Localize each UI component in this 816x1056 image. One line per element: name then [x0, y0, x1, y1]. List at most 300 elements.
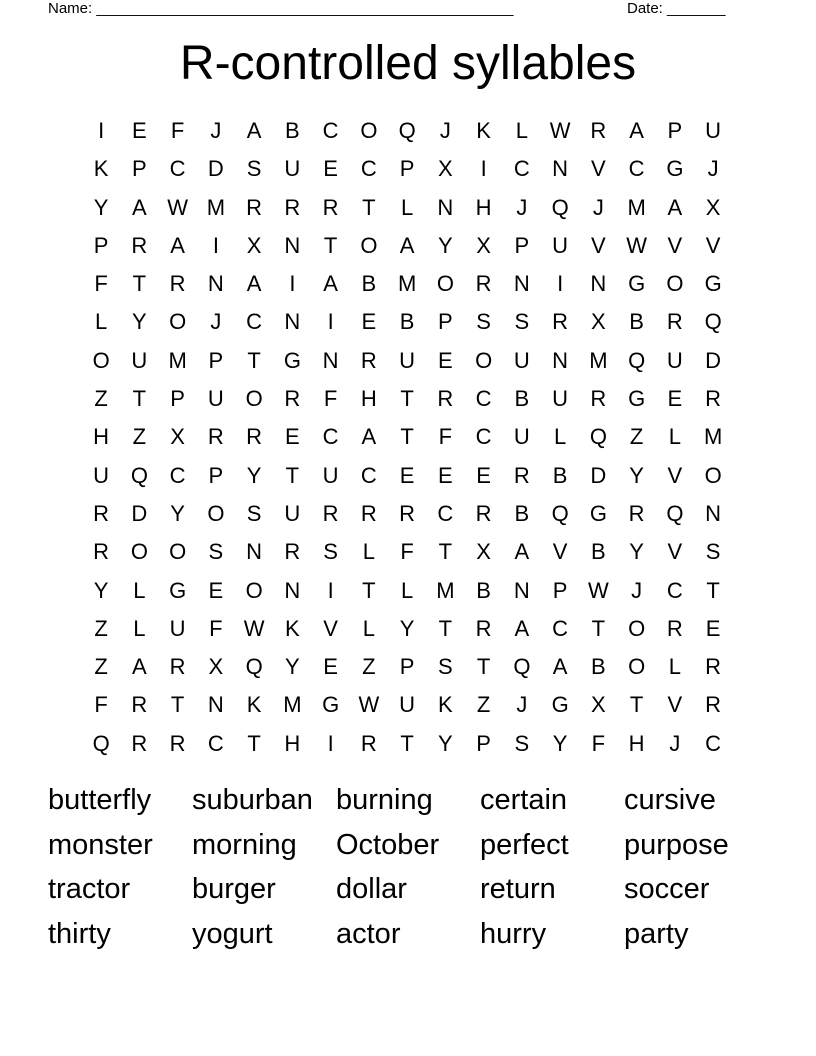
grid-letter: O [207, 500, 225, 526]
grid-letter: P [667, 118, 683, 143]
grid-letter: T [170, 692, 185, 718]
grid-letter: O [245, 577, 263, 603]
grid-letter: T [132, 386, 147, 412]
grid-letter: T [476, 654, 491, 680]
grid-letter: R [93, 500, 110, 526]
grid-letter: Q [551, 500, 569, 526]
grid-letter: S [246, 156, 262, 182]
grid-letter: S [705, 539, 721, 565]
grid-letter: S [323, 539, 338, 565]
grid-letter: C [322, 424, 339, 450]
grid-letter: G [551, 692, 569, 718]
grid-letter: J [439, 118, 451, 143]
grid-letter: A [170, 232, 185, 258]
grid-letter: T [629, 692, 644, 718]
grid-letter: L [668, 654, 681, 680]
grid-letter: N [246, 539, 263, 565]
grid-letter: E [208, 577, 224, 603]
grid-letter: O [666, 271, 684, 297]
grid-letter: A [552, 654, 568, 680]
grid-letter: R [705, 386, 722, 412]
word-list-item: actor [336, 918, 401, 951]
grid-letter: Z [476, 692, 491, 718]
grid-letter: Q [666, 500, 684, 526]
grid-letter: N [284, 232, 301, 258]
grid-letter: B [285, 118, 300, 143]
grid-letter: M [397, 271, 417, 297]
grid-letter: R [399, 500, 416, 526]
grid-letter: Y [438, 232, 453, 258]
grid-letter: I [557, 271, 564, 297]
grid-letter: Y [629, 539, 644, 565]
grid-letter: Z [94, 654, 108, 680]
grid-letter: Z [94, 615, 108, 641]
grid-letter: R [552, 309, 569, 335]
grid-letter: T [362, 577, 376, 603]
grid-letter: J [707, 156, 719, 182]
grid-letter: P [208, 462, 224, 488]
grid-letter: T [706, 577, 720, 603]
grid-letter: H [360, 386, 377, 412]
grid-letter: W [549, 118, 571, 143]
grid-letter: I [480, 156, 487, 182]
grid-letter: U [399, 347, 416, 373]
grid-letter: Y [629, 462, 644, 488]
grid-letter: G [704, 271, 722, 297]
grid-letter: O [628, 654, 646, 680]
grid-letter: M [436, 577, 455, 603]
grid-letter: T [247, 730, 261, 756]
grid-letter: E [705, 615, 721, 641]
grid-letter: I [327, 730, 334, 756]
grid-letter: N [513, 271, 530, 297]
grid-letter: Y [132, 309, 147, 335]
grid-letter: S [514, 730, 530, 756]
grid-letter: P [170, 386, 185, 412]
grid-letter: R [628, 500, 645, 526]
grid-letter: W [626, 232, 647, 258]
grid-letter: P [399, 654, 415, 680]
grid-letter: M [168, 347, 187, 373]
grid-letter: T [400, 386, 414, 412]
grid-letter: N [437, 194, 454, 220]
grid-letter: E [323, 654, 338, 680]
grid-letter: N [513, 577, 530, 603]
grid-letter: G [628, 386, 646, 412]
grid-letter: Z [362, 654, 376, 680]
page-title: R-controlled syllables [179, 37, 637, 90]
grid-letter: B [476, 577, 491, 603]
word-list-item: suburban [192, 784, 313, 816]
grid-letter: R [207, 424, 224, 450]
grid-letter: X [476, 232, 491, 258]
grid-letter: I [327, 309, 334, 335]
grid-letter: O [704, 462, 722, 488]
grid-letter: L [362, 539, 375, 565]
grid-letter: M [627, 194, 646, 220]
grid-letter: X [591, 692, 606, 718]
grid-letter: Y [438, 730, 453, 756]
grid-letter: N [284, 309, 301, 335]
grid-letter: E [438, 462, 453, 488]
grid-letter: Q [513, 654, 531, 680]
grid-letter: E [323, 156, 338, 182]
grid-letter: R [131, 730, 148, 756]
grid-letter: R [93, 539, 110, 565]
word-list-item: burger [192, 873, 276, 906]
grid-letter: J [210, 309, 222, 335]
grid-letter: A [132, 194, 147, 220]
grid-letter: T [323, 232, 338, 258]
grid-letter: U [552, 232, 569, 258]
grid-letter: L [133, 577, 146, 603]
grid-letter: K [476, 118, 491, 143]
grid-letter: Y [170, 500, 185, 526]
grid-letter: B [514, 386, 530, 412]
grid-letter: T [285, 462, 300, 488]
grid-letter: I [289, 271, 296, 297]
grid-letter: Y [246, 462, 262, 488]
grid-letter: U [399, 692, 416, 718]
grid-letter: C [628, 156, 645, 182]
grid-letter: Z [629, 424, 644, 450]
grid-letter: G [628, 271, 646, 297]
grid-letter: I [212, 232, 219, 258]
grid-letter: O [360, 118, 378, 143]
grid-letter: T [400, 424, 414, 450]
grid-letter: R [475, 500, 492, 526]
grid-letter: D [705, 347, 722, 373]
grid-letter: C [360, 462, 377, 488]
grid-letter: N [705, 500, 722, 526]
word-list-item: purpose [624, 828, 729, 861]
word-list-item: perfect [480, 828, 569, 861]
grid-letter: D [131, 500, 148, 526]
grid-letter: V [323, 615, 338, 641]
grid-letter: T [438, 615, 453, 641]
grid-letter: N [207, 271, 224, 297]
grid-letter: C [360, 156, 377, 182]
grid-letter: O [360, 232, 378, 258]
grid-letter: V [591, 232, 606, 258]
grid-letter: V [552, 539, 568, 565]
grid-letter: Y [93, 194, 109, 220]
grid-letter: J [592, 194, 604, 220]
word-list-item: certain [480, 784, 568, 816]
grid-letter: W [587, 577, 609, 603]
grid-letter: X [208, 654, 224, 680]
grid-letter: Q [628, 347, 646, 373]
word-list [48, 778, 768, 957]
grid-letter: R [322, 194, 339, 220]
grid-letter: L [362, 615, 375, 641]
grid-letter: U [169, 615, 186, 641]
grid-letter: C [169, 156, 186, 182]
word-list-item: cursive [624, 784, 716, 816]
grid-letter: Y [93, 577, 109, 603]
grid-letter: R [284, 194, 301, 220]
grid-letter: X [591, 309, 606, 335]
grid-letter: M [703, 424, 723, 450]
grid-letter: R [475, 271, 492, 297]
grid-letter: N [284, 577, 301, 603]
grid-letter: U [513, 424, 530, 450]
grid-letter: B [591, 539, 606, 565]
grid-letter: G [322, 692, 340, 718]
grid-letter: Q [589, 424, 607, 450]
grid-letter: R [246, 424, 263, 450]
grid-letter: I [98, 118, 105, 143]
grid-letter: P [438, 309, 453, 335]
word-list-item: thirty [48, 918, 111, 951]
grid-letter: F [94, 692, 108, 718]
grid-letter: L [95, 309, 108, 335]
word-search-grid [82, 112, 732, 763]
grid-letter: M [206, 194, 226, 220]
grid-letter: S [438, 654, 453, 680]
grid-letter: P [476, 730, 491, 756]
grid-letter: Q [704, 309, 722, 335]
grid-letter: T [591, 615, 606, 641]
date-field: Date: _______ [627, 0, 726, 17]
grid-letter: B [591, 654, 606, 680]
grid-letter: Z [132, 424, 147, 450]
grid-letter: O [245, 386, 263, 412]
grid-letter: T [362, 194, 376, 220]
grid-letter: N [207, 692, 224, 718]
grid-letter: I [327, 577, 334, 603]
grid-letter: C [475, 386, 492, 412]
grid-letter: J [516, 194, 528, 220]
grid-letter: Y [552, 730, 568, 756]
grid-letter: M [283, 692, 302, 718]
grid-letter: Q [245, 654, 263, 680]
grid-letter: L [401, 194, 414, 220]
grid-letter: E [667, 386, 683, 412]
grid-letter: A [246, 271, 262, 297]
grid-letter: Q [92, 730, 110, 756]
grid-letter: O [92, 347, 110, 373]
grid-letter: R [590, 386, 607, 412]
grid-letter: C [246, 309, 263, 335]
grid-letter: H [284, 730, 301, 756]
grid-letter: O [169, 309, 187, 335]
word-list-item: hurry [480, 918, 547, 951]
grid-letter: U [93, 462, 110, 488]
grid-letter: U [666, 347, 683, 373]
grid-letter: U [513, 347, 530, 373]
grid-letter: E [438, 347, 453, 373]
word-list-item: party [624, 918, 689, 951]
grid-letter: W [167, 194, 188, 220]
grid-letter: R [360, 347, 377, 373]
grid-letter: K [246, 692, 262, 718]
grid-letter: L [401, 577, 414, 603]
grid-letter: R [169, 730, 186, 756]
grid-letter: A [132, 654, 147, 680]
grid-letter: H [93, 424, 110, 450]
grid-letter: F [438, 424, 453, 450]
grid-letter: U [552, 386, 569, 412]
grid-letter: X [705, 194, 721, 220]
grid-letter: O [130, 539, 148, 565]
grid-letter: C [475, 424, 492, 450]
grid-letter: T [247, 347, 261, 373]
grid-letter: C [552, 615, 569, 641]
name-field: Name: __________________________________________________ [48, 0, 514, 17]
grid-letter: E [361, 309, 377, 335]
grid-letter: E [399, 462, 415, 488]
grid-letter: C [666, 577, 683, 603]
grid-letter: F [170, 118, 185, 143]
grid-letter: U [131, 347, 148, 373]
grid-letter: L [515, 118, 528, 143]
grid-letter: O [169, 539, 187, 565]
grid-letter: V [667, 462, 683, 488]
grid-letter: X [246, 232, 262, 258]
grid-letter: P [208, 347, 224, 373]
grid-letter: R [131, 232, 148, 258]
grid-letter: V [667, 232, 683, 258]
grid-letter: Z [94, 386, 108, 412]
grid-letter: B [361, 271, 377, 297]
grid-letter: K [285, 615, 300, 641]
grid-letter: K [438, 692, 453, 718]
word-list-item: monster [48, 828, 153, 861]
word-list-item: burning [336, 784, 433, 816]
grid-letter: B [629, 309, 644, 335]
grid-letter: N [322, 347, 339, 373]
grid-letter: M [589, 347, 608, 373]
grid-letter: R [246, 194, 263, 220]
grid-letter: F [323, 386, 338, 412]
grid-letter: P [399, 156, 415, 182]
grid-letter: P [93, 232, 109, 258]
grid-letter: J [516, 692, 528, 718]
grid-letter: A [514, 539, 530, 565]
grid-letter: A [399, 232, 415, 258]
grid-letter: R [284, 539, 301, 565]
grid-letter: N [552, 347, 569, 373]
grid-letter: S [514, 309, 530, 335]
grid-letter: E [285, 424, 300, 450]
grid-letter: F [591, 730, 606, 756]
grid-letter: R [475, 615, 492, 641]
grid-letter: U [705, 118, 722, 143]
grid-letter: R [322, 500, 339, 526]
word-list-item: dollar [336, 873, 407, 906]
grid-letter: O [436, 271, 454, 297]
grid-letter: G [283, 347, 301, 373]
grid-letter: R [360, 730, 377, 756]
grid-letter: R [666, 615, 683, 641]
word-list-item: butterfly [48, 784, 152, 816]
grid-letter: C [169, 462, 186, 488]
grid-letter: R [360, 500, 377, 526]
grid-letter: L [668, 424, 681, 450]
grid-letter: A [246, 118, 262, 143]
grid-letter: T [438, 539, 453, 565]
grid-letter: R [169, 271, 186, 297]
grid-letter: L [133, 615, 146, 641]
grid-letter: C [513, 156, 530, 182]
grid-letter: N [552, 156, 569, 182]
grid-letter: L [554, 424, 567, 450]
grid-letter: A [629, 118, 644, 143]
grid-letter: D [207, 156, 224, 182]
grid-letter: X [438, 156, 453, 182]
grid-letter: S [246, 500, 262, 526]
grid-letter: Y [285, 654, 300, 680]
grid-letter: A [514, 615, 530, 641]
grid-letter: U [207, 386, 224, 412]
grid-letter: C [322, 118, 339, 143]
grid-letter: B [552, 462, 568, 488]
grid-letter: F [209, 615, 223, 641]
word-list-item: morning [192, 828, 297, 861]
grid-letter: J [631, 577, 643, 603]
grid-letter: J [210, 118, 222, 143]
grid-letter: R [705, 692, 722, 718]
grid-letter: S [476, 309, 491, 335]
grid-letter: H [628, 730, 645, 756]
grid-letter: X [170, 424, 185, 450]
grid-letter: R [437, 386, 454, 412]
grid-letter: Q [398, 118, 416, 143]
grid-letter: X [476, 539, 491, 565]
grid-letter: F [400, 539, 414, 565]
grid-letter: Q [130, 462, 148, 488]
grid-letter: R [705, 654, 722, 680]
grid-letter: C [705, 730, 722, 756]
grid-letter: E [476, 462, 491, 488]
grid-letter: K [93, 156, 109, 182]
grid-letter: W [358, 692, 380, 718]
grid-letter: R [284, 386, 301, 412]
grid-letter: R [666, 309, 683, 335]
word-list-item: return [480, 873, 556, 906]
grid-letter: V [667, 692, 683, 718]
word-list-item: soccer [624, 873, 710, 906]
grid-letter: A [667, 194, 683, 220]
grid-letter: V [705, 232, 721, 258]
grid-letter: B [514, 500, 530, 526]
grid-letter: B [399, 309, 415, 335]
word-list-item: yogurt [192, 918, 273, 951]
grid-letter: H [475, 194, 492, 220]
grid-letter: G [169, 577, 187, 603]
grid-letter: V [667, 539, 683, 565]
grid-letter: C [437, 500, 454, 526]
word-list-item: tractor [48, 873, 131, 906]
grid-letter: Q [551, 194, 569, 220]
grid-letter: U [284, 156, 301, 182]
grid-letter: W [243, 615, 265, 641]
grid-letter: U [284, 500, 301, 526]
grid-letter: S [208, 539, 224, 565]
grid-letter: J [669, 730, 681, 756]
grid-letter: F [94, 271, 108, 297]
grid-letter: G [589, 500, 607, 526]
grid-letter: O [628, 615, 646, 641]
grid-letter: R [169, 654, 186, 680]
grid-letter: R [590, 118, 607, 143]
grid-letter: A [323, 271, 338, 297]
grid-letter: C [207, 730, 224, 756]
grid-letter: O [475, 347, 493, 373]
grid-letter: D [590, 462, 607, 488]
grid-letter: E [132, 118, 147, 143]
